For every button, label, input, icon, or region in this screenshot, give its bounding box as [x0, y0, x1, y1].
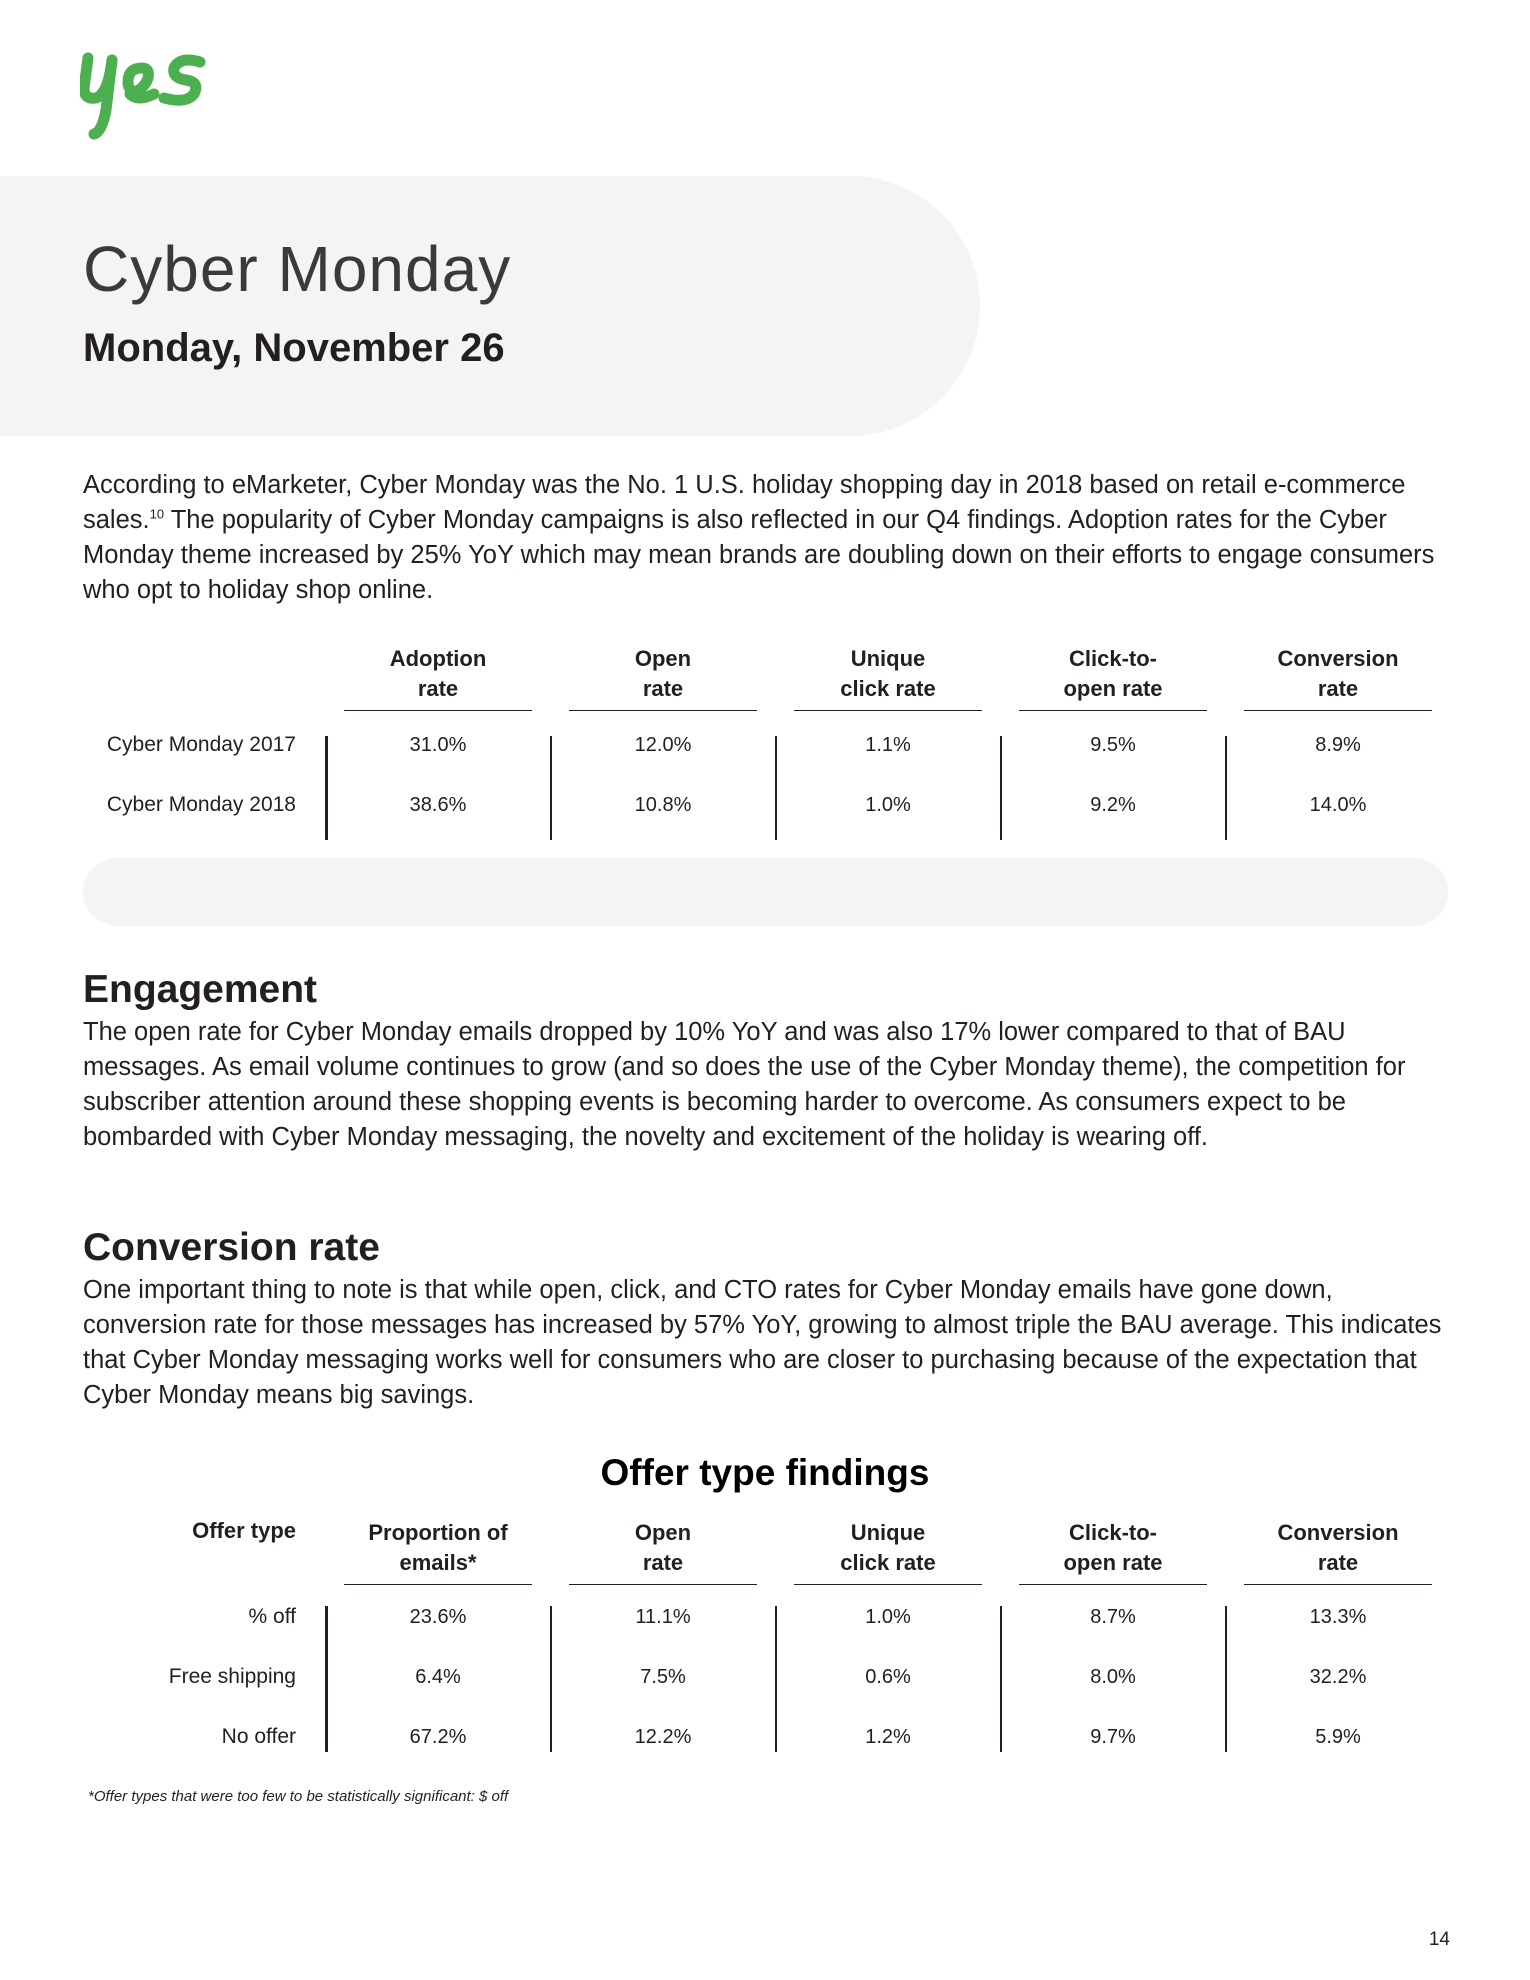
t2-header-text: Unique click rate [840, 1520, 936, 1575]
t2-row-label: Free shipping [168, 1665, 296, 1688]
t2-cell: 1.0% [865, 1606, 911, 1628]
t2-cell: 12.2% [634, 1726, 692, 1748]
t2-header-proportion [344, 1518, 532, 1585]
t1-cell: 1.0% [865, 794, 911, 816]
t1-header-text: Open rate [634, 646, 692, 701]
t1-cell: 38.6% [409, 794, 467, 816]
page-number: 14 [1428, 1929, 1450, 1950]
footnote-ref: 10 [149, 506, 165, 522]
intro-paragraph [83, 468, 1453, 608]
t1-header-conversion [1244, 644, 1432, 711]
t1-row-label: Cyber Monday 2018 [106, 793, 296, 816]
t2-cell: 67.2% [409, 1726, 467, 1748]
t2-header-text: Open rate [634, 1520, 692, 1575]
page-subtitle: Monday, November 26 [83, 326, 505, 370]
t2-cell: 32.2% [1309, 1666, 1367, 1688]
engagement-paragraph: The open rate for Cyber Monday emails dropped by 10% YoY and was also 17% lower compared to that of BAU messages. As email volume continues to grow (and so does the use of the Cyber Monday theme), the competition for subscriber attention around these shopping events is becoming harder to overcome. As consumers expect to be bombarded with Cyber Monday messaging, the novelty and excitement of the holiday is wearing off. [83, 1018, 1406, 1151]
t1-header-text: Click-to- open rate [1063, 646, 1163, 701]
t2-divider [1000, 1606, 1002, 1752]
t1-header-open [569, 644, 757, 711]
t1-cell: 9.2% [1090, 794, 1136, 816]
offer-table-title: Offer type findings [600, 1452, 930, 1493]
t2-header-text: Conversion rate [1277, 1520, 1399, 1575]
t1-divider [325, 736, 328, 840]
t2-label-header: Offer type [192, 1518, 296, 1543]
t2-header-open [569, 1518, 757, 1585]
t2-header-conversion [1244, 1518, 1432, 1585]
t1-row-label: Cyber Monday 2017 [106, 733, 296, 756]
t2-divider [1225, 1606, 1227, 1752]
conversion-paragraph: One important thing to note is that while open, click, and CTO rates for Cyber Monday emails have gone down, conversion rate for those messages has increased by 57% YoY, growing to almost triple the BAU average. This indicates that Cyber Monday messaging works well for consumers who are closer to purchasing because of the expectation that Cyber Monday means big savings. [83, 1276, 1442, 1409]
t2-row-label: No offer [221, 1725, 296, 1748]
t1-cell: 10.8% [634, 794, 692, 816]
t2-cell: 5.9% [1315, 1726, 1361, 1748]
t2-divider [775, 1606, 777, 1752]
conversion-heading: Conversion rate [83, 1226, 380, 1269]
t2-cell: 9.7% [1090, 1726, 1136, 1748]
t1-cell: 14.0% [1309, 794, 1367, 816]
t1-divider [550, 736, 552, 840]
t2-cell: 8.0% [1090, 1666, 1136, 1688]
t2-cell: 1.2% [865, 1726, 911, 1748]
t2-header-click [794, 1518, 982, 1585]
engagement-heading: Engagement [83, 968, 318, 1011]
t2-header-cto [1019, 1518, 1207, 1585]
t1-cell: 1.1% [865, 734, 911, 756]
t1-cell: 8.9% [1315, 734, 1361, 756]
t2-cell: 13.3% [1309, 1606, 1367, 1628]
t2-cell: 8.7% [1090, 1606, 1136, 1628]
t2-cell: 11.1% [635, 1606, 691, 1628]
t2-cell: 23.6% [409, 1606, 467, 1628]
t1-header-text: Conversion rate [1277, 646, 1399, 701]
t1-header-text: Adoption rate [389, 646, 487, 701]
t1-cell: 31.0% [409, 734, 467, 756]
separator-band [83, 858, 1448, 926]
t1-header-cto [1019, 644, 1207, 711]
yes-logo [80, 48, 215, 143]
t1-header-adoption [344, 644, 532, 711]
intro-text-1: According to eMarketer, Cyber Monday was the No. 1 U.S. holiday shopping day in 2018 based on retail e-commerce sales. [83, 471, 1406, 534]
t2-cell: 0.6% [865, 1666, 911, 1688]
t2-cell: 7.5% [640, 1666, 686, 1688]
intro-text-2: The popularity of Cyber Monday campaigns is also reflected in our Q4 findings. Adoption rates for the Cyber Monday theme increased by 25% YoY which may mean brands are doubling down on their efforts to engage consumers who opt to holiday shop online. [83, 506, 1435, 604]
t1-divider [775, 736, 777, 840]
t2-header-text: Click-to- open rate [1063, 1520, 1163, 1575]
t2-header-text: Proportion of emails* [368, 1520, 508, 1575]
t1-divider [1000, 736, 1002, 840]
t2-row-label: % off [248, 1605, 296, 1628]
table-footnote: *Offer types that were too few to be statistically significant: $ off [88, 1788, 509, 1805]
t1-cell: 12.0% [634, 734, 692, 756]
t2-cell: 6.4% [415, 1666, 461, 1688]
t1-cell: 9.5% [1090, 734, 1136, 756]
t2-divider [550, 1606, 552, 1752]
t2-divider [325, 1606, 328, 1752]
t1-header-text: Unique click rate [840, 646, 936, 701]
t1-divider [1225, 736, 1227, 840]
t1-header-click [794, 644, 982, 711]
page-title: Cyber Monday [83, 233, 512, 305]
hero-band [0, 176, 980, 436]
